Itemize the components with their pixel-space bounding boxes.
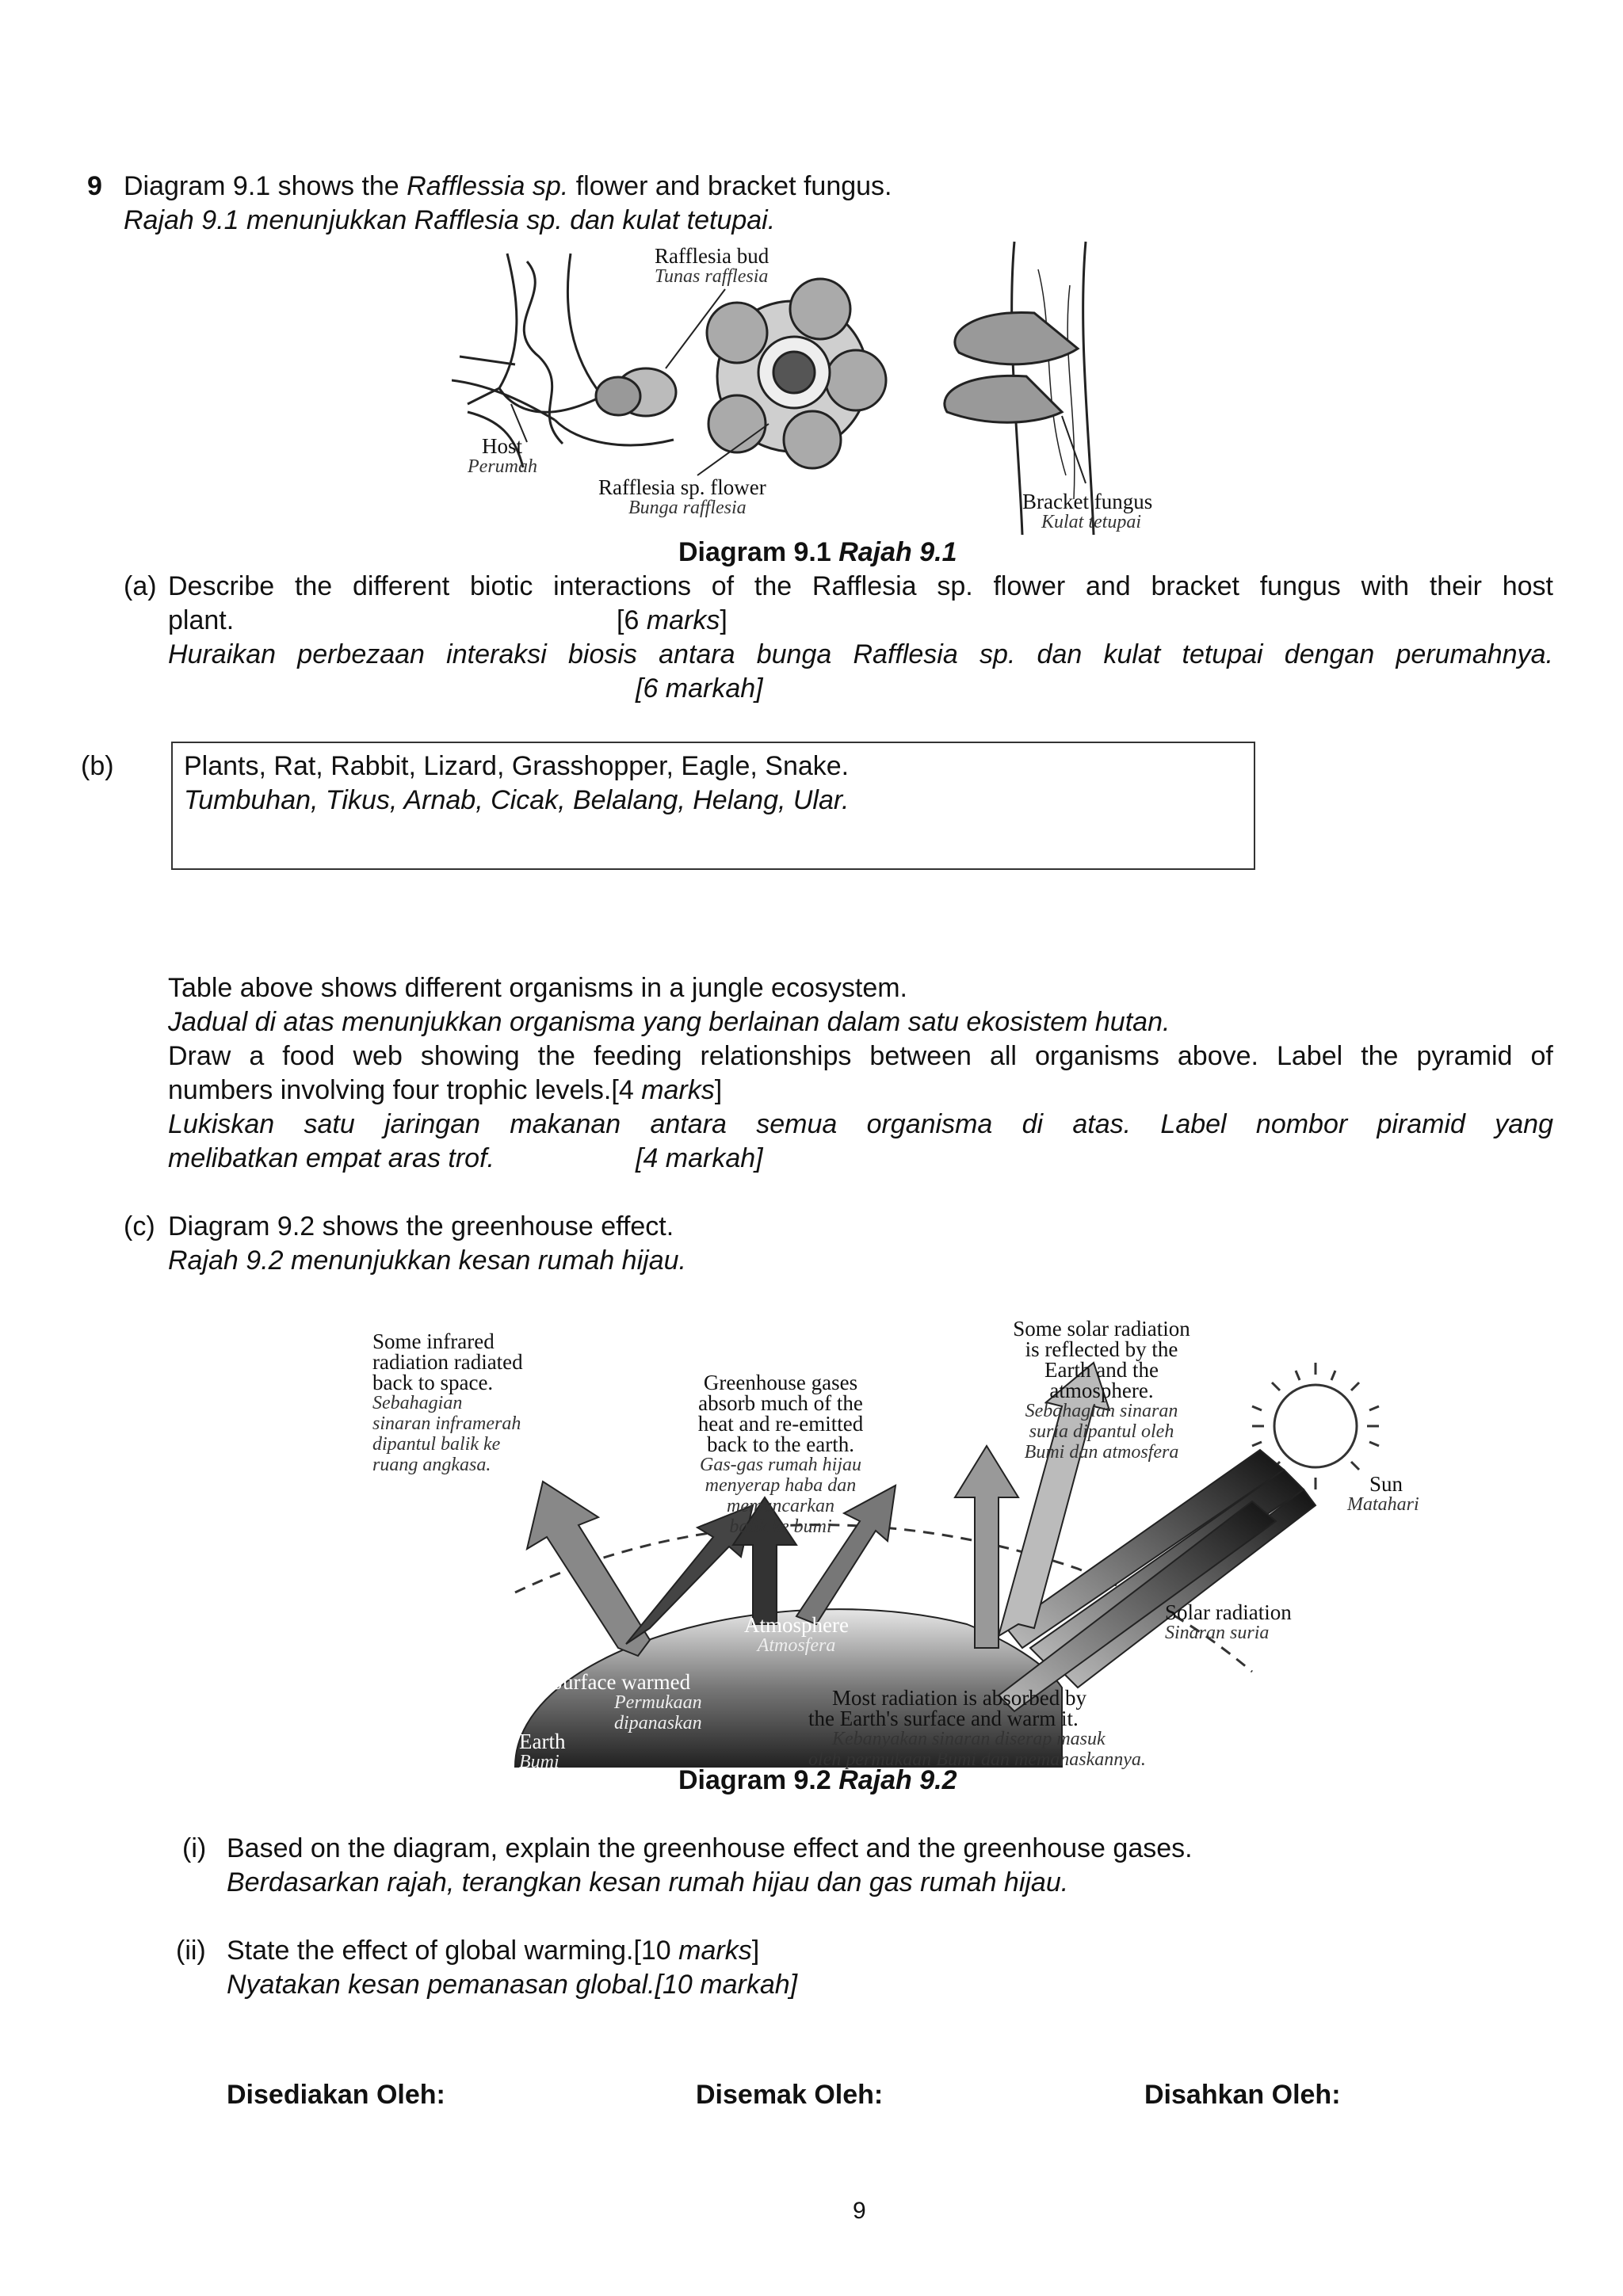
part-b-p2-line1-word: relationships	[700, 1041, 852, 1071]
part-a-ms-line1-word: tetupai	[1182, 639, 1263, 669]
part-a-line1-word: of	[711, 571, 735, 601]
part-b-p2-ms-line1-word: satu	[304, 1109, 355, 1139]
part-a-ms-line1-word: Rafflesia	[853, 639, 958, 669]
diagram-9-1	[452, 238, 1212, 535]
part-b-p2-ms-line1-word: atas.	[1072, 1109, 1132, 1139]
part-b-p2-line1-word: feeding	[593, 1041, 682, 1071]
part-a-ms-line1-word: kulat	[1103, 639, 1161, 669]
part-b-p2-ms-line1-word: makanan	[510, 1109, 621, 1139]
part-a-ms-line1-word: bunga	[756, 639, 832, 669]
diagram-9-2	[365, 1315, 1482, 1775]
part-b-p2-line1-word: of	[1530, 1041, 1553, 1071]
part-a-line1-word: Rafflesia	[812, 571, 917, 601]
part-b-p1-ms: Jadual di atas menunjukkan organisma yang berlainan dalam satu ekosistem hutan.	[168, 1007, 1170, 1037]
part-a-line1-word: bracket	[1151, 571, 1239, 601]
part-b-p2-line1-word: between	[869, 1041, 972, 1071]
part-b-p2-line1-word: food	[282, 1041, 335, 1071]
sub-i-label: (i)	[182, 1833, 207, 1863]
part-a-line1-word: and	[1085, 571, 1131, 601]
label-greenhouse-gases: Greenhouse gases absorb much of the heat and re-emitted back to the earth. Gas-gas rumah hijau menyerap haba dan memancarkan balik ke bumi	[697, 1371, 864, 1537]
organisms-table-box	[171, 742, 1255, 870]
part-b-p2-line1-word: pyramid	[1416, 1041, 1513, 1071]
question-intro-en	[124, 170, 892, 203]
label-host: Host Perumah	[468, 434, 537, 477]
part-b-label: (b)	[81, 751, 114, 781]
part-a-line1-word: biotic	[469, 571, 533, 601]
part-b-p2-line1-word: the	[537, 1041, 575, 1071]
species-name: Rafflessia sp.	[407, 171, 569, 201]
part-c-label: (c)	[124, 1211, 155, 1241]
page-number: 9	[853, 2198, 866, 2224]
part-b-p2-ms-line2: melibatkan empat aras trof.	[168, 1143, 495, 1173]
part-a-line1-word: the	[754, 571, 792, 601]
part-a-line1-word: their	[1429, 571, 1482, 601]
part-b-marks-ms: [4 markah]	[636, 1143, 763, 1173]
part-b-p2-line1-word: Label	[1276, 1041, 1343, 1071]
label-sun: Sun Matahari	[1347, 1472, 1419, 1515]
part-a-line1-word: interactions	[553, 571, 691, 601]
part-a-line1-word: flower	[993, 571, 1066, 601]
part-a-ms-line1-word: perumahnya.	[1396, 639, 1553, 669]
part-b-p2-line1-word: a	[249, 1041, 265, 1071]
organisms-list-en: Plants, Rat, Rabbit, Lizard, Grasshopper, Eagle, Snake.	[184, 751, 850, 781]
part-b-p2-line1-word: organisms	[1035, 1041, 1159, 1071]
part-b-p2-ms-line1-word: di	[1022, 1109, 1044, 1139]
part-b-p2-ms-line1-word: semua	[756, 1109, 838, 1139]
part-a-ms-line1-word: biosis	[567, 639, 637, 669]
part-a-ms-line1-word: perbezaan	[297, 639, 425, 669]
part-b-p2-ms-line1-word: jaringan	[384, 1109, 481, 1139]
part-a-line1-word: the	[294, 571, 333, 601]
part-b-p2-ms-line1	[168, 1108, 1553, 1141]
part-b-p1-en: Table above shows different organisms in a jungle ecosystem.	[168, 973, 907, 1003]
sub-ii-en: State the effect of global warming.[10 marks]	[227, 1936, 760, 1966]
part-a-ms-line1-word: dan	[1037, 639, 1083, 669]
part-a-question-ms-line1	[168, 638, 1553, 671]
part-a-label: (a)	[124, 571, 157, 601]
diagram-9-1-caption: Diagram 9.1 Rajah 9.1	[678, 537, 957, 567]
label-rafflesia-bud: Rafflesia bud Tunas rafflesia	[655, 244, 769, 287]
question-intro-ms: Rajah 9.1 menunjukkan Rafflesia sp. dan kulat tetupai.	[124, 205, 776, 235]
part-a-ms-line1-word: antara	[659, 639, 735, 669]
part-a-ms-line1-word: Huraikan	[168, 639, 277, 669]
label-rafflesia-flower: Rafflesia sp. flower Bunga rafflesia	[598, 475, 766, 518]
part-a-ms-line1-word: sp.	[979, 639, 1016, 669]
part-a-line1-word: host	[1502, 571, 1553, 601]
question-number: 9	[87, 171, 102, 201]
part-b-p2-line2: numbers involving four trophic levels.[4 marks]	[168, 1075, 723, 1105]
part-a-line1-word: sp.	[937, 571, 973, 601]
part-a-marks-ms: [6 markah]	[636, 673, 763, 704]
part-b-p2-ms-line1-word: nombor	[1255, 1109, 1348, 1139]
part-a-line1-word: with	[1361, 571, 1410, 601]
part-b-p2-line1-word: the	[1361, 1041, 1399, 1071]
part-a-question-line1	[168, 570, 1553, 603]
sub-ii-label: (ii)	[176, 1936, 206, 1966]
part-b-p2-ms-line1-word: organisma	[866, 1109, 993, 1139]
label-solar-reflected: Some solar radiation is reflected by the Earth and the atmosphere. Sebahagian sinaran suria dipantul oleh Bumi dan atmosfera	[1013, 1317, 1190, 1463]
part-a-marks: [6 marks]	[617, 605, 727, 635]
diagram-9-2-caption: Diagram 9.2 Rajah 9.2	[678, 1765, 957, 1795]
part-a-line1-word: Describe	[168, 571, 275, 601]
label-surface-warmed: Surface warmed Permukaan dipanaskan	[551, 1670, 702, 1733]
organisms-list-ms: Tumbuhan, Tikus, Arnab, Cicak, Belalang, Helang, Ular.	[184, 785, 850, 815]
part-b-p2-line1-word: web	[353, 1041, 403, 1071]
part-b-p2-ms-line1-word: Lukiskan	[168, 1109, 275, 1139]
part-b-p2-ms-line1-word: Label	[1160, 1109, 1227, 1139]
label-most-radiation: Most radiation is absorbed by the Earth's surface and warm it. Kebanyakan sinaran diserap masuk oleh permukaan Bumi dan memanaskannya.	[808, 1686, 1146, 1770]
part-c-intro-ms: Rajah 9.2 menunjukkan kesan rumah hijau.	[168, 1245, 686, 1276]
part-b-p2-ms-line1-word: piramid	[1377, 1109, 1465, 1139]
sub-ii-ms: Nyatakan kesan pemanasan global.[10 markah]	[227, 1970, 798, 2000]
signature-approved-by: Disahkan Oleh:	[1144, 2080, 1341, 2110]
label-earth: Earth Bumi	[519, 1730, 566, 1772]
host-trunk-left	[468, 254, 517, 404]
label-infrared: Some infrared radiation radiated back to space. Sebahagian sinaran inframerah dipantul balik ke ruang angkasa.	[372, 1329, 523, 1475]
intro-text-a: Diagram 9.1 shows the	[124, 171, 407, 201]
part-b-p2-line1	[168, 1039, 1553, 1073]
signature-prepared-by: Disediakan Oleh:	[227, 2080, 445, 2110]
part-a-ms-line1-word: interaksi	[446, 639, 547, 669]
part-b-p2-line1-word: Draw	[168, 1041, 231, 1071]
part-a-line1-word: fungus	[1259, 571, 1341, 601]
sub-i-en: Based on the diagram, explain the greenhouse effect and the greenhouse gases.	[227, 1833, 1193, 1863]
part-c-intro-en: Diagram 9.2 shows the greenhouse effect.	[168, 1211, 674, 1241]
intro-text-c: flower and bracket fungus.	[568, 171, 892, 201]
label-solar-radiation: Solar radiation Sinaran suria	[1165, 1600, 1292, 1643]
part-a-ms-line1-word: dengan	[1284, 639, 1375, 669]
part-a-line1-word: different	[352, 571, 450, 601]
part-a-question-line2: plant.	[168, 605, 235, 635]
label-atmosphere: Atmosphere Atmosfera	[744, 1613, 849, 1656]
sub-i-ms: Berdasarkan rajah, terangkan kesan rumah hijau dan gas rumah hijau.	[227, 1867, 1069, 1897]
label-bracket-fungus: Bracket fungus Kulat tetupai	[1022, 490, 1153, 532]
part-b-p2-line1-word: showing	[420, 1041, 520, 1071]
part-b-p2-ms-line1-word: antara	[650, 1109, 727, 1139]
part-b-p2-line1-word: all	[989, 1041, 1017, 1071]
part-b-p2-ms-line1-word: yang	[1495, 1109, 1553, 1139]
part-b-p2-line1-word: above.	[1177, 1041, 1258, 1071]
signature-checked-by: Disemak Oleh:	[696, 2080, 884, 2110]
